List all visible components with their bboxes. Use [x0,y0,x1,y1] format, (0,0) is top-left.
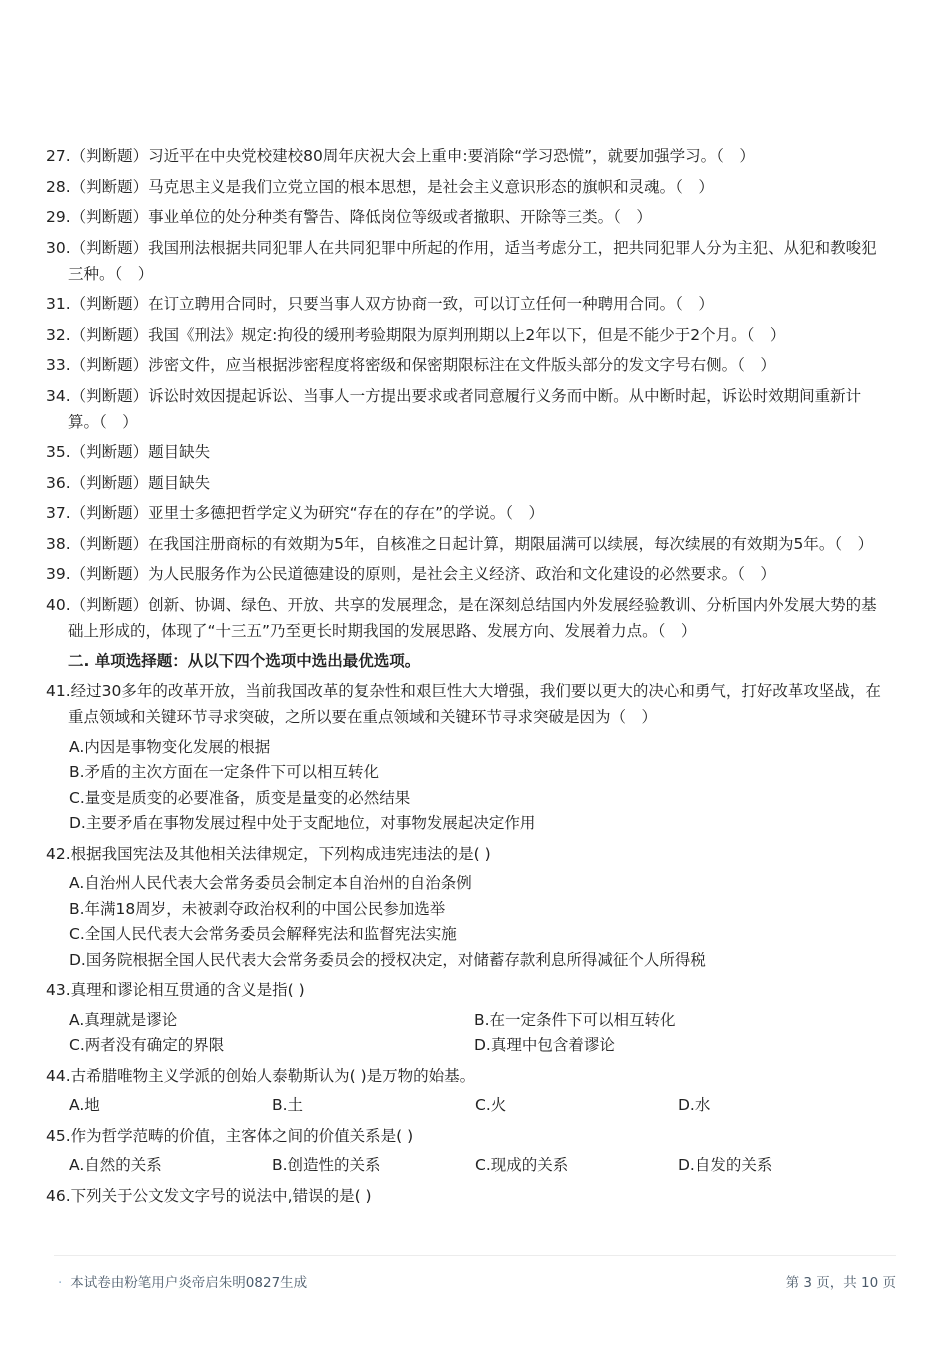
option-b: B.矛盾的主次方面在一定条件下可以相互转化 [69,763,380,781]
question-39: 39.（判断题）为人民服务作为公民道德建设的原则，是社会主义经济、政治和文化建设的必然要求。（ ） [46,565,776,583]
question-42: 42.根据我国宪法及其他相关法律规定，下列构成违宪违法的是( ) [46,844,491,863]
question-list [46,143,886,1213]
question-34: 34.（判断题）诉讼时效因提起诉讼、当事人一方提出要求或者同意履行义务而中断。从中断时起，诉讼时效期间重新计算。（ ） [46,386,862,431]
question-30: 30.（判断题）我国刑法根据共同犯罪人在共同犯罪中所起的作用，适当考虑分工，把共同犯罪人分为主犯、从犯和教唆犯三种。（ ） [46,238,877,283]
question-36: 36.（判断题）题目缺失 [46,473,211,492]
question-37: 37.（判断题）亚里士多德把哲学定义为研究“存在的存在”的学说。（ ） [46,504,544,522]
option-d: D.国务院根据全国人民代表大会常务委员会的授权决定，对储蓄存款利息所得减征个人所得税 [69,950,706,969]
question-45: 45.作为哲学范畴的价值，主客体之间的价值关系是( ) [46,1126,414,1145]
option-b: B.创造性的关系 [272,1156,381,1174]
question-27: 27.（判断题）习近平在中央党校建校80周年庆祝大会上重申:要消除“学习恐慌”，就要加强学习。（ ） [46,147,755,165]
option-c: C.量变是质变的必要准备，质变是量变的必然结果 [69,788,411,807]
option-d: D.自发的关系 [678,1156,773,1174]
question-42-options [46,871,886,973]
question-41-options [46,735,886,837]
page-number: 第 3 页，共 10 页 [785,1275,896,1291]
option-d: D.主要矛盾在事物发展过程中处于支配地位，对事物发展起决定作用 [69,814,536,832]
footer-divider [54,1255,896,1256]
option-c: C.火 [475,1096,507,1114]
question-28: 28.（判断题）马克思主义是我们立党立国的根本思想，是社会主义意识形态的旗帜和灵魂。（ ） [46,177,714,196]
question-44-options [46,1093,886,1119]
option-c: C.全国人民代表大会常务委员会解释宪法和监督宪法实施 [69,925,457,943]
question-29: 29.（判断题）事业单位的处分种类有警告、降低岗位等级或者撤职、开除等三类。（ ） [46,208,652,226]
question-46: 46.下列关于公文发文字号的说法中,错误的是( ) [46,1186,372,1205]
question-43-options [46,1008,886,1059]
question-44: 44.古希腊唯物主义学派的创始人泰勒斯认为( )是万物的始基。 [46,1066,476,1085]
question-43: 43.真理和谬论相互贯通的含义是指( ) [46,981,305,999]
option-b: B.在一定条件下可以相互转化 [474,1010,676,1029]
option-a: A.真理就是谬论 [69,1010,178,1029]
option-c: C.现成的关系 [475,1156,569,1174]
option-b: B.年满18周岁，未被剥夺政治权利的中国公民参加选举 [69,899,446,918]
option-a: A.自然的关系 [69,1156,162,1174]
section-title-single-choice: 二. 单项选择题：从以下四个选项中选出最优选项。 [68,652,421,670]
footer-note-text: 本试卷由粉笔用户炎帝启朱明0827生成 [70,1275,308,1291]
option-d: D.真理中包含着谬论 [474,1036,615,1054]
option-a: A.自治州人民代表大会常务委员会制定本自治州的自治条例 [69,874,472,892]
option-a: A.地 [69,1096,100,1114]
question-45-options [46,1153,886,1179]
option-a: A.内因是事物变化发展的根据 [69,737,271,756]
option-c: C.两者没有确定的界限 [69,1036,225,1054]
option-d: D.水 [678,1096,711,1114]
question-41: 41.经过30多年的改革开放，当前我国改革的复杂性和艰巨性大大增强，我们要以更大的决心和勇气，打好改革攻坚战，在重点领域和关键环节寻求突破，之所以要在重点领域和关键环节寻求突破是因为（ ） [46,682,881,726]
question-32: 32.（判断题）我国《刑法》规定:拘役的缓刑考验期限为原判刑期以上2年以下，但是不能少于2个月。（ ） [46,325,786,344]
question-38: 38.（判断题）在我国注册商标的有效期为5年，自核准之日起计算，期限届满可以续展，每次续展的有效期为5年。（ ） [46,534,874,553]
question-35: 35.（判断题）题目缺失 [46,443,211,461]
option-b: B.土 [272,1096,304,1114]
question-33: 33.（判断题）涉密文件，应当根据涉密程度将密级和保密期限标注在文件版头部分的发文字号右侧。（ ） [46,356,776,374]
question-40: 40.（判断题）创新、协调、绿色、开放、共享的发展理念，是在深刻总结国内外发展经验教训、分析国内外发展大势的基础上形成的，体现了“十三五”乃至更长时期我国的发展思路、发展方向、发展着力点。（ ） [46,595,877,640]
footer-generated-note [58,1271,307,1291]
bullet-icon: · [58,1275,63,1291]
question-31: 31.（判断题）在订立聘用合同时，只要当事人双方协商一致，可以订立任何一种聘用合同。（ ） [46,295,714,313]
